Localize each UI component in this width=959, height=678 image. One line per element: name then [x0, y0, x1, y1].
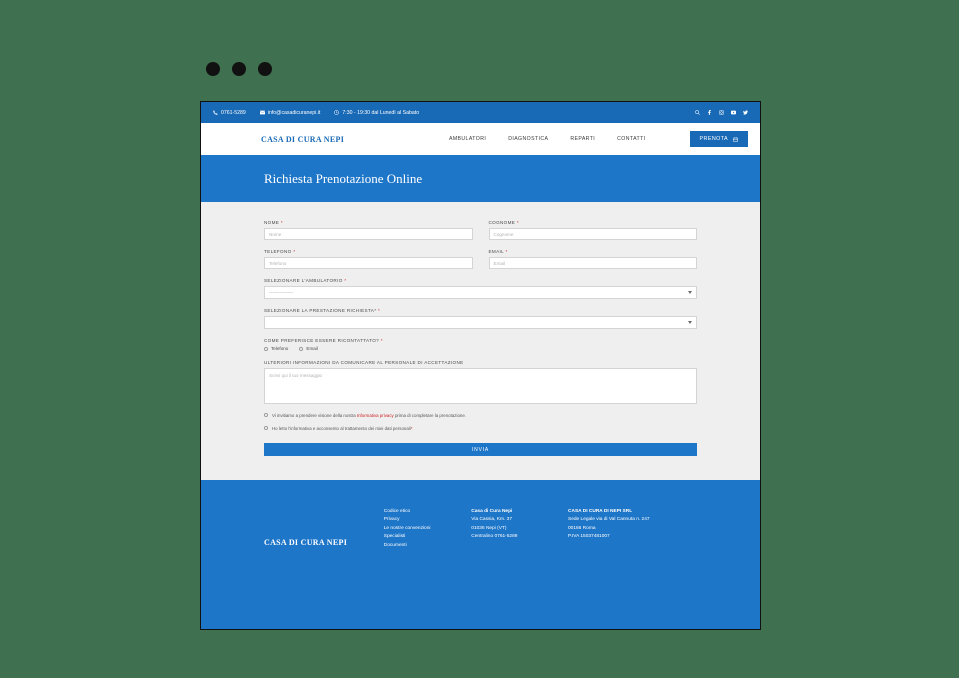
field-telefono: [264, 249, 473, 269]
required-marker: *: [377, 308, 381, 313]
youtube-icon[interactable]: [731, 110, 736, 115]
consent-privacy-notice: [264, 413, 697, 418]
label-ricontatto: [264, 338, 697, 343]
label-note: ULTERIORI INFORMAZIONI DA COMUNICARE AL PERSONALE DI ACCETTAZIONE: [264, 360, 464, 365]
nav-item-ambulatori[interactable]: AMBULATORI: [448, 136, 487, 142]
label-cognome: [489, 220, 698, 225]
footer-legal-title: CASA DI CURA DI NEPI SRL: [568, 509, 633, 514]
label-ricontatto-text: COME PREFERISCE ESSERE RICONTATTATO?: [264, 338, 380, 343]
email-info[interactable]: [260, 110, 321, 116]
twitter-icon[interactable]: [743, 110, 748, 115]
form-row-1: [264, 220, 697, 249]
consent-pre: Vi invitiamo a prendere visione della nostra: [272, 413, 356, 418]
footer-legal-line-1: Sede Legale via di Val Cannuta n. 247: [568, 517, 650, 523]
clock-icon: [334, 110, 339, 115]
radio-icon: [299, 347, 303, 351]
nav-links: [449, 131, 748, 147]
required-marker: *: [280, 220, 283, 225]
radio-group-ricontatto: [264, 346, 697, 351]
browser-window: [200, 101, 761, 630]
nav-item-reparti[interactable]: REPARTI: [570, 136, 596, 142]
footer-address-line-2: 01036 Nepi (VT): [471, 525, 507, 531]
label-cognome-text: COGNOME: [488, 220, 516, 225]
footer-legal-line-3: P.IVA 15037481007: [568, 534, 610, 540]
page-header: [201, 155, 760, 202]
booking-form: [201, 202, 760, 480]
label-telefono: [264, 249, 473, 254]
select-ambulatorio-value: ----------------: [269, 290, 294, 295]
required-marker: *: [505, 249, 508, 254]
required-marker: *: [380, 338, 383, 343]
footer-logo: CASA DI CURA NEPI: [264, 538, 348, 547]
main-navigation: [201, 123, 760, 155]
footer-address-line-3: Centralino 0761-5289: [471, 534, 518, 540]
prenota-label: PRENOTA: [699, 136, 728, 142]
field-ricontatto: [264, 338, 697, 351]
hours-text: 7:30 - 19:30 dal Lunedì al Sabato: [342, 109, 420, 116]
label-prestazione-text: SELEZIONARE LA PRESTAZIONE RICHIESTA*: [264, 308, 377, 313]
label-email: [489, 249, 698, 254]
input-nome[interactable]: Nome: [264, 228, 473, 240]
phone-text: 0761-5289: [221, 109, 246, 116]
footer-links: [384, 508, 472, 630]
field-note: [264, 360, 697, 404]
textarea-note[interactable]: Scrivi qui il tuo messaggio: [264, 368, 697, 404]
footer-address-line-1: Via Cassia, Km. 37: [471, 517, 512, 523]
required-marker: *: [344, 278, 347, 283]
select-prestazione[interactable]: [264, 316, 697, 329]
phone-icon: [213, 110, 218, 115]
hours-info: [334, 110, 419, 116]
footer-link-privacy[interactable]: Privacy: [383, 517, 400, 523]
footer-address-title: Casa di Cura Nepi: [471, 509, 513, 514]
site-footer: [201, 480, 760, 630]
site-logo[interactable]: CASA DI CURA NEPI: [261, 134, 345, 144]
label-nome-text: NOME: [264, 220, 280, 225]
radio-option-email[interactable]: [299, 346, 318, 351]
loading-dots: [206, 62, 272, 76]
label-nome: [264, 220, 473, 225]
required-marker: *: [293, 249, 296, 254]
consent-accept-text: [272, 426, 412, 431]
footer-legal: [568, 508, 697, 630]
dot-1: [206, 62, 220, 76]
label-email-text: EMAIL: [488, 249, 504, 254]
search-icon[interactable]: [695, 110, 700, 115]
input-email[interactable]: Email: [489, 257, 698, 269]
radio-icon: [264, 347, 268, 351]
label-ambulatorio-text: SELEZIONARE L'AMBULATORIO: [264, 278, 343, 283]
radio-icon[interactable]: [264, 413, 268, 417]
footer-legal-line-2: 00166 Roma: [568, 525, 596, 531]
radio-icon[interactable]: [264, 426, 268, 430]
field-email: [489, 249, 698, 269]
submit-button[interactable]: INVIA: [264, 443, 697, 456]
label-telefono-text: TELEFONO: [264, 249, 292, 254]
form-row-2: [264, 249, 697, 278]
instagram-icon[interactable]: [719, 110, 724, 115]
footer-link-documenti[interactable]: Documenti: [383, 542, 407, 548]
radio-option-email-label: Email: [306, 346, 318, 351]
field-cognome: [489, 220, 698, 240]
required-marker: *: [410, 426, 413, 431]
footer-address: [471, 508, 568, 630]
radio-option-telefono[interactable]: [264, 346, 288, 351]
dot-2: [232, 62, 246, 76]
footer-link-convenzioni[interactable]: Le nostre convenzioni: [383, 525, 431, 531]
radio-option-telefono-label: Telefono: [271, 346, 289, 351]
consent-accept-label: Ho letto l'informativa e acconsento al trattamento dei miei dati personali: [272, 426, 411, 431]
footer-link-specialisti[interactable]: Specialisti: [383, 534, 406, 540]
input-telefono[interactable]: Telefono: [264, 257, 473, 269]
dot-3: [258, 62, 272, 76]
phone-info[interactable]: [213, 110, 246, 116]
privacy-policy-link[interactable]: Informativa privacy: [356, 413, 394, 418]
social-links: [695, 110, 748, 115]
consent-checkbox-row: [264, 426, 697, 431]
email-text: info@casadicuranepi.it: [267, 109, 321, 116]
field-ambulatorio: [264, 278, 697, 299]
input-cognome[interactable]: Cognome: [489, 228, 698, 240]
page-title: Richiesta Prenotazione Online: [264, 170, 423, 186]
contact-info: [213, 110, 419, 116]
consent-privacy-text: [272, 413, 466, 418]
label-ambulatorio: [264, 278, 697, 283]
utility-bar: [201, 102, 760, 123]
facebook-icon[interactable]: [707, 110, 712, 115]
nav-item-contatti[interactable]: CONTATTI: [617, 136, 646, 142]
field-prestazione: [264, 308, 697, 329]
label-prestazione: [264, 308, 697, 313]
consent-post: prima di completare la prenotazione.: [394, 413, 466, 418]
chevron-down-icon: [688, 291, 692, 294]
nav-item-diagnostica[interactable]: DIAGNOSTICA: [508, 136, 549, 142]
footer-link-codice-etico[interactable]: Codice etico: [383, 509, 411, 514]
select-ambulatorio[interactable]: [264, 286, 697, 299]
chevron-down-icon: [688, 321, 692, 324]
calendar-icon: [733, 137, 738, 142]
prenota-button[interactable]: [690, 131, 748, 147]
field-nome: [264, 220, 473, 240]
envelope-icon: [260, 110, 265, 115]
required-marker: *: [516, 220, 519, 225]
